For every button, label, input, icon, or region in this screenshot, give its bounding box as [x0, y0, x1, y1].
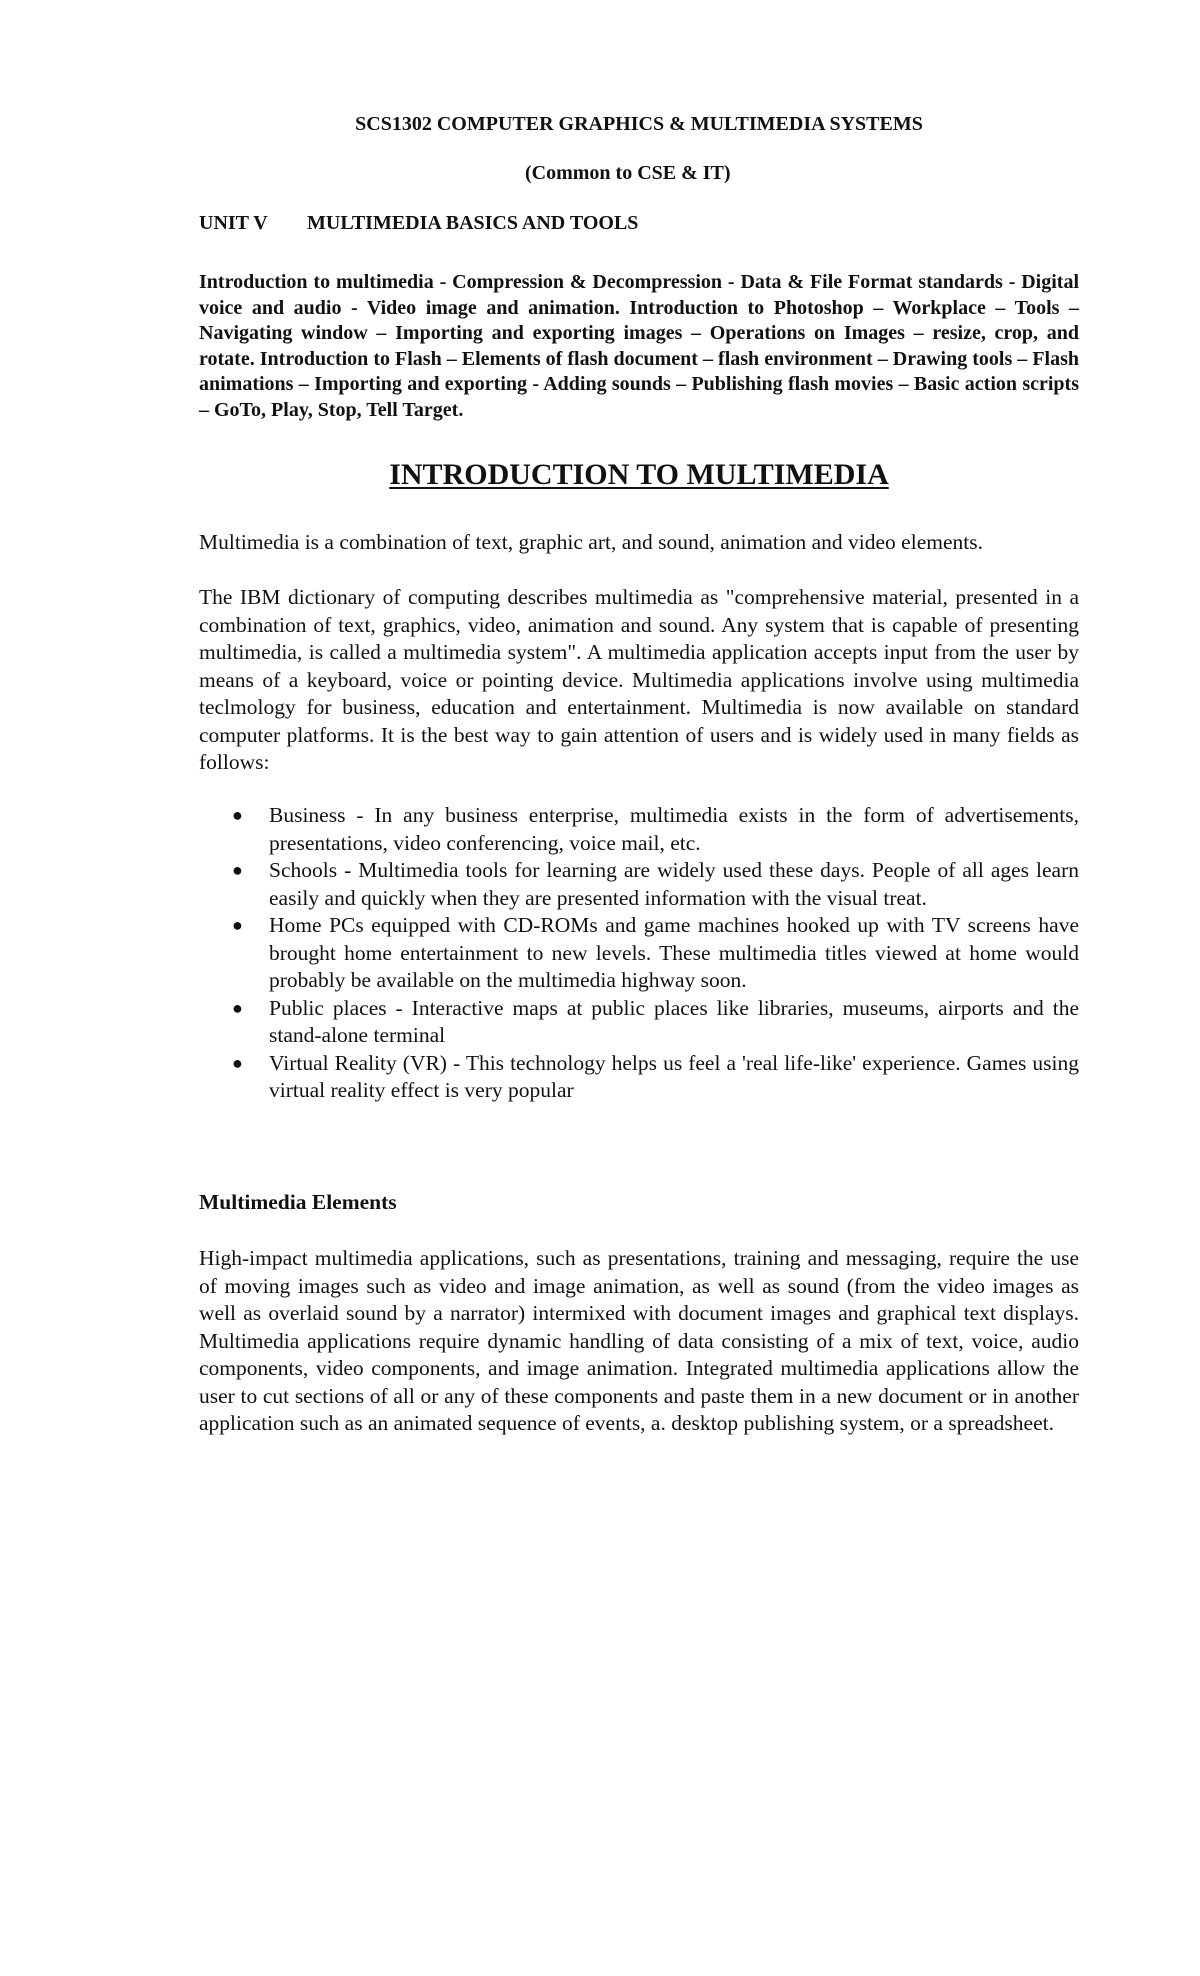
applications-list — [199, 802, 1079, 1105]
bullet-icon: ● — [232, 1052, 243, 1073]
list-item — [199, 912, 1079, 995]
unit-title: MULTIMEDIA BASICS AND TOOLS — [307, 212, 639, 234]
list-item — [199, 802, 1079, 857]
unit-line — [199, 212, 639, 235]
intro-paragraph-1: Multimedia is a combination of text, graphic art, and sound, animation and video elements. — [199, 530, 983, 554]
bullet-icon: ● — [232, 860, 243, 880]
bullet-icon: ● — [232, 997, 243, 1018]
unit-label: UNIT V — [199, 212, 268, 234]
list-item-text: Public places - Interactive maps at public places like libraries, museums, airports and the stand-alone terminal — [269, 995, 1079, 1047]
list-item — [199, 995, 1079, 1050]
main-heading: INTRODUCTION TO MULTIMEDIA — [389, 458, 889, 491]
elements-paragraph: High-impact multimedia applications, such as presentations, training and messaging, require the use of moving images such as video and image animation, as well as sound (from the video images as well as overlaid sound by a narrator) intermixed with document images and graphical text displays. Multimedia applications require dynamic handling of data consisting of a mix of text, voice, audio components, video components, and image animation. Integrated multimedia applications allow the user to cut sections of all or any of these components and paste them in a new document or in another application such as an animated sequence of events, a. desktop publishing system, or a spreadsheet. — [199, 1246, 1079, 1435]
list-item-text: Business - In any business enterprise, multimedia exists in the form of advertisements, presentations, video conferencing, voice mail, etc. — [269, 803, 1079, 855]
list-item — [199, 857, 1079, 912]
course-title: SCS1302 COMPUTER GRAPHICS & MULTIMEDIA SYSTEMS — [355, 113, 923, 135]
bullet-icon: ● — [232, 915, 243, 935]
list-item — [199, 1050, 1079, 1105]
intro-paragraph-2: The IBM dictionary of computing describes multimedia as "comprehensive material, presented in a combination of text, graphics, video, animation and sound. Any system that is capable of presenting multimedia, is called a multimedia system". A multimedia application accepts input from the user by means of a keyboard, voice or pointing device. Multimedia applications involve using multimedia teclmology for business, education and entertainment. Multimedia is now available on standard computer platforms. It is the best way to gain attention of users and is widely used in many fields as follows: — [199, 585, 1079, 774]
list-item-text: Virtual Reality (VR) - This technology helps us feel a 'real life-like' experience. Games using virtual reality effect is very popular — [269, 1050, 1079, 1102]
syllabus-paragraph: Introduction to multimedia - Compression & Decompression - Data & File Format standards - Digital voice and audio - Video image and animation. Introduction to Photoshop – Workplace – Tools – Navigating window – Importing and exporting images – Operations on Images – resize, crop, and rotate. Introduction to Flash – Elements of flash document – flash environment – Drawing tools – Flash animations – Importing and exporting - Adding sounds – Publishing flash movies – Basic action scripts – GoTo, Play, Stop, Tell Target. — [199, 271, 1079, 421]
section-heading-multimedia-elements: Multimedia Elements — [199, 1190, 397, 1214]
bullet-icon: ● — [232, 805, 243, 825]
list-item-text: Home PCs equipped with CD-ROMs and game machines hooked up with TV screens have brought home entertainment to new levels. These multimedia titles viewed at home would probably be available on the multimedia highway soon. — [269, 913, 1079, 992]
common-to-label: (Common to CSE & IT) — [525, 162, 731, 184]
list-item-text: Schools - Multimedia tools for learning are widely used these days. People of all ages learn easily and quickly when they are presented information with the visual treat. — [269, 858, 1079, 910]
